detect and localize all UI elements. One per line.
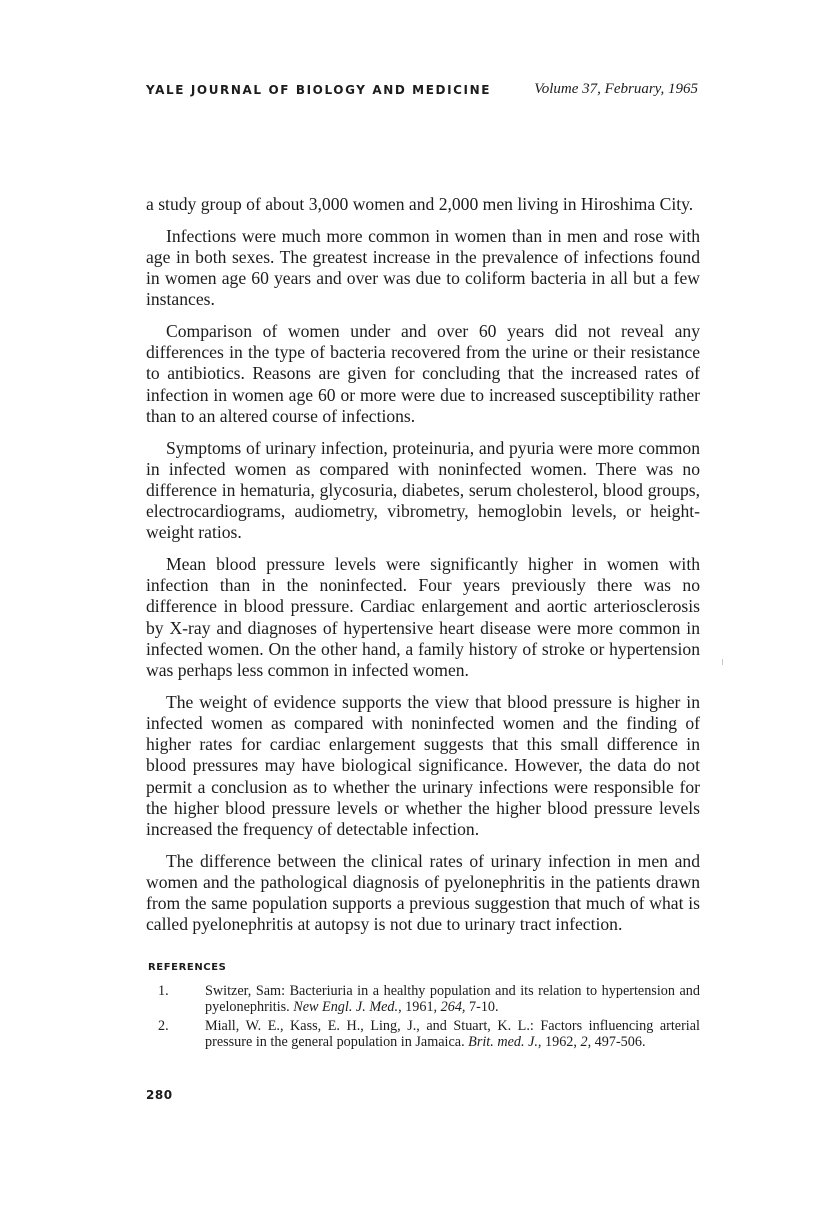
reference-volume: 264, — [440, 998, 466, 1015]
reference-year: 1961, — [405, 998, 438, 1015]
reference-journal: New Engl. J. Med., — [293, 998, 402, 1015]
reference-item — [148, 984, 700, 1015]
paragraph: Mean blood pressure levels were significantly higher in women with infection than in the noninfected. Four years previously there was no difference in blood pressure. Cardiac enlargement and aortic arteriosclerosis by X-ray and diagnoses of hypertensive heart disease were more common in infected women. On the other hand, a family history of stroke or hypertension was perhaps less common in infected women. — [146, 554, 700, 681]
reference-authors: Switzer, Sam: Bacteriuria in a healthy population and its relation to hypertension and pyelonephritis. — [205, 983, 700, 1015]
article-body — [146, 194, 700, 946]
paragraph: Infections were much more common in women than in men and rose with age in both sexes. The greatest increase in the prevalence of infections found in women age 60 years and over was due to coliform bacteria in all but a few instances. — [146, 225, 700, 310]
reference-number: 2. — [158, 1018, 169, 1035]
paragraph: The weight of evidence supports the view that blood pressure is higher in infected women as compared with noninfected women and the finding of higher rates for cardiac enlargement suggests that this small difference in blood pressures may have biological significance. However, the data do not permit a conclusion as to whether the urinary infections were responsible for the higher blood pressure levels or whether the higher blood pressure levels increased the frequency of detectable infection. — [146, 691, 700, 839]
reference-number: 1. — [158, 983, 169, 999]
journal-title: YALE JOURNAL OF BIOLOGY AND MEDICINE — [146, 83, 492, 97]
paragraph: The difference between the clinical rates of urinary infection in men and women and the pathological diagnosis of pyelonephritis in the patients drawn from the same population supports a previous suggestion that much of what is called pyelonephritis at autopsy is not due to urinary tract infection. — [146, 850, 700, 935]
reference-journal: Brit. med. J., — [468, 1033, 542, 1050]
running-header — [146, 83, 698, 103]
scan-speck — [722, 659, 723, 665]
reference-authors: Miall, W. E., Kass, E. H., Ling, J., and Stuart, K. L.: Factors influencing arterial pressure in the general population in Jamaica. — [205, 1018, 700, 1050]
reference-list — [148, 984, 700, 1054]
reference-volume: 2, — [580, 1033, 592, 1050]
reference-item — [148, 1019, 700, 1050]
reference-year: 1962, — [545, 1033, 577, 1050]
reference-pages: 7-10. — [469, 998, 499, 1015]
references-heading: REFERENCES — [148, 962, 227, 973]
paragraph: a study group of about 3,000 women and 2,000 men living in Hiroshima City. — [146, 194, 694, 214]
page-number: 280 — [146, 1088, 173, 1102]
reference-pages: 497-506. — [594, 1033, 646, 1050]
paragraph: Comparison of women under and over 60 years did not reveal any differences in the type of bacteria recovered from the urine or their resistance to antibiotics. Reasons are given for concluding that the increased rates of infection in women age 60 or more were due to increased susceptibility rather than to an altered course of infections. — [146, 321, 700, 426]
issue-info: Volume 37, February, 1965 — [534, 81, 698, 97]
paragraph: Symptoms of urinary infection, proteinuria, and pyuria were more common in infected women as compared with noninfected women. There was no difference in hematuria, glycosuria, diabetes, serum cholesterol, blood groups, electrocardiograms, audiometry, vibrometry, hemoglobin levels, or height-weight ratios. — [146, 437, 700, 543]
